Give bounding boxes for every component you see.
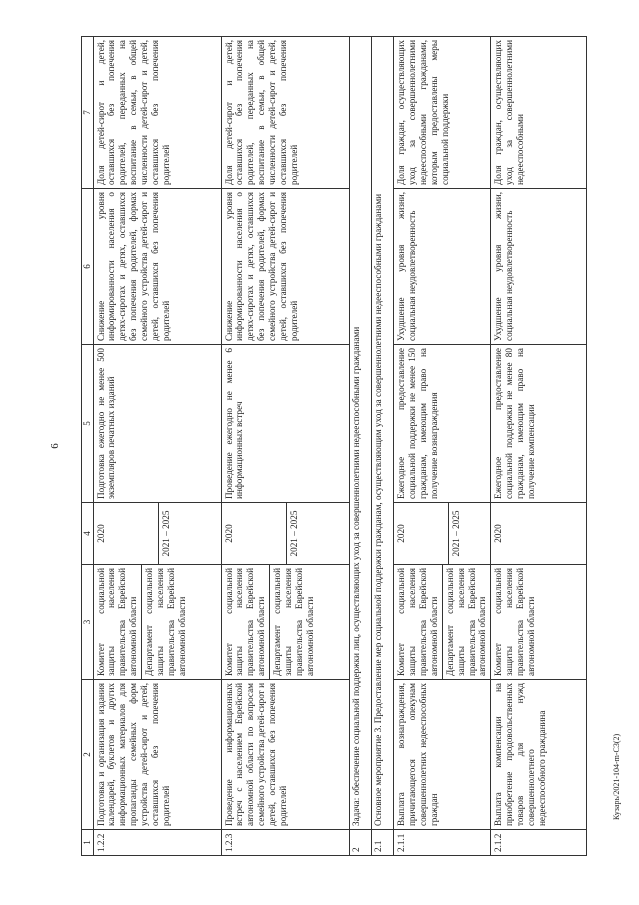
table-row xyxy=(491,37,587,856)
expected-result: Ежегодное предоставление социальной поддержки не менее 150 гражданам, имеющим право на получение вознаграждения xyxy=(394,345,491,503)
period-cell xyxy=(221,503,349,565)
main-measure-title: Основное мероприятие 3. Предоставление мер социальной поддержки гражданам, осуществляющим уход за совершеннолетними недееспособными гражданами xyxy=(371,37,393,830)
table-row xyxy=(221,37,349,856)
period-cell xyxy=(93,503,221,565)
column-header-1: 1 xyxy=(82,830,94,856)
column-header-2: 2 xyxy=(82,680,94,830)
measure-name: Выплата компенсации на приобретение продовольственных товаров для нужд совершеннолетнего недееспособного гражданина xyxy=(491,680,587,830)
measure-name: Подготовка и организация издания календарей, буклетов и других информационных материалов для пропаганды семейных форм устройства детей-сирот и детей, оставшихся без попечения родителей xyxy=(93,680,221,830)
executor-committee: Комитет социальной защиты населения правительства Еврейской автономной области xyxy=(223,568,267,676)
task-title: Задача: обеспечение социальной поддержки лиц, осуществляющих уход за совершеннолетними недееспособными гражданами xyxy=(349,37,371,830)
period-year-2: 2021 – 2025 xyxy=(448,503,464,564)
expected-result: Проведение ежегодно не менее 6 информационных встреч xyxy=(221,345,349,503)
measure-name: Проведение информационных встреч с населением Еврейской автономной области по вопросам семейного устройства детей-сирот и детей, оставшихся без попечения родителей xyxy=(221,680,349,830)
executor-cell xyxy=(93,565,221,680)
consequences: Снижение уровня информированности населения о детях-сиротах и детях, оставшихся без попечения родителей, формах семейного устройства детей-сирот и детей, оставшихся без попечения родителей xyxy=(221,189,349,345)
task-number: 2 xyxy=(349,830,371,856)
column-header-3: 3 xyxy=(82,565,94,680)
period-year-2: 2021 – 2025 xyxy=(286,503,302,564)
main-measure-number: 2.1 xyxy=(371,830,393,856)
expected-result: Подготовка ежегодно не менее 500 экземпляров печатных изданий xyxy=(93,345,221,503)
consequences: Ухудшение уровня жизни, социальная неудовлетворенность xyxy=(394,189,491,345)
header-row xyxy=(82,37,94,856)
executor-committee: Комитет социальной защиты населения правительства Еврейской автономной области xyxy=(396,568,439,676)
row-number: 2.1.2 xyxy=(491,830,587,856)
row-number: 2.1.1 xyxy=(394,830,491,856)
indicator-link: Доля детей-сирот и детей, оставшихся без попечения родителей, переданных на воспитание в семьи, в общей численности детей-сирот и детей, оставшихся без попечения родителей xyxy=(221,37,349,189)
column-header-6: 6 xyxy=(82,189,94,345)
main-measure-row xyxy=(371,37,393,856)
indicator-link: Доля граждан, осуществляющих уход за совершеннолетними недееспособными гражданами, которым предоставлены меры социальной поддержки xyxy=(394,37,491,189)
column-header-4: 4 xyxy=(82,503,94,565)
task-row xyxy=(349,37,371,856)
row-number: 1.2.3 xyxy=(221,830,349,856)
measure-name: Выплата вознаграждения, причитающегося опекунам совершеннолетних недееспособных граждан xyxy=(394,680,491,830)
period-cell xyxy=(394,503,491,565)
executor-department: Департамент социальной защиты населения правительства Еврейской автономной области xyxy=(442,565,490,679)
column-header-7: 7 xyxy=(82,37,94,189)
indicator-link: Доля детей-сирот и детей, оставшихся без попечения родителей, переданных на воспитание в семьи, в общей численности детей-сирот и детей, оставшихся без попечения родителей xyxy=(93,37,221,189)
executor-department: Департамент социальной защиты населения правительства Еврейской автономной области xyxy=(141,565,189,679)
expected-result: Ежегодное предоставление социальной поддержки не менее 80 гражданам, имеющим право на получение компенсации xyxy=(491,345,587,503)
row-number: 1.2.2 xyxy=(93,830,221,856)
period-year-1: 2020 xyxy=(491,503,587,565)
indicator-link: Доля граждан, осуществляющих уход за совершеннолетними недееспособными xyxy=(491,37,587,189)
period-year-1: 2020 xyxy=(396,524,407,543)
consequences: Снижение уровня информированности населения о детях-сиротах и детях, оставшихся без попечения родителей, формах семейного устройства детей-сирот и детей, оставшихся без попечения родителей xyxy=(93,189,221,345)
page-number: 6 xyxy=(48,443,61,449)
rotated-table-sheet xyxy=(81,36,587,856)
table-row xyxy=(93,37,221,856)
executor-cell xyxy=(221,565,349,680)
executor-committee: Комитет социальной защиты населения правительства Еврейской автономной области xyxy=(491,565,587,680)
table-row xyxy=(394,37,491,856)
program-measures-table xyxy=(81,36,587,856)
executor-department: Департамент социальной защиты населения правительства Еврейской автономной области xyxy=(269,565,317,679)
period-year-1: 2020 xyxy=(223,524,234,543)
document-footer-code: Кузарь/2021-104-m-C3(2) xyxy=(612,733,621,820)
executor-cell xyxy=(394,565,491,680)
executor-committee: Комитет социальной защиты населения правительства Еврейской автономной области xyxy=(95,568,139,676)
column-header-5: 5 xyxy=(82,345,94,503)
period-year-2: 2021 – 2025 xyxy=(158,503,174,564)
period-year-1: 2020 xyxy=(95,524,106,543)
consequences: Ухудшение уровня жизни, социальная неудовлетворенность xyxy=(491,189,587,345)
